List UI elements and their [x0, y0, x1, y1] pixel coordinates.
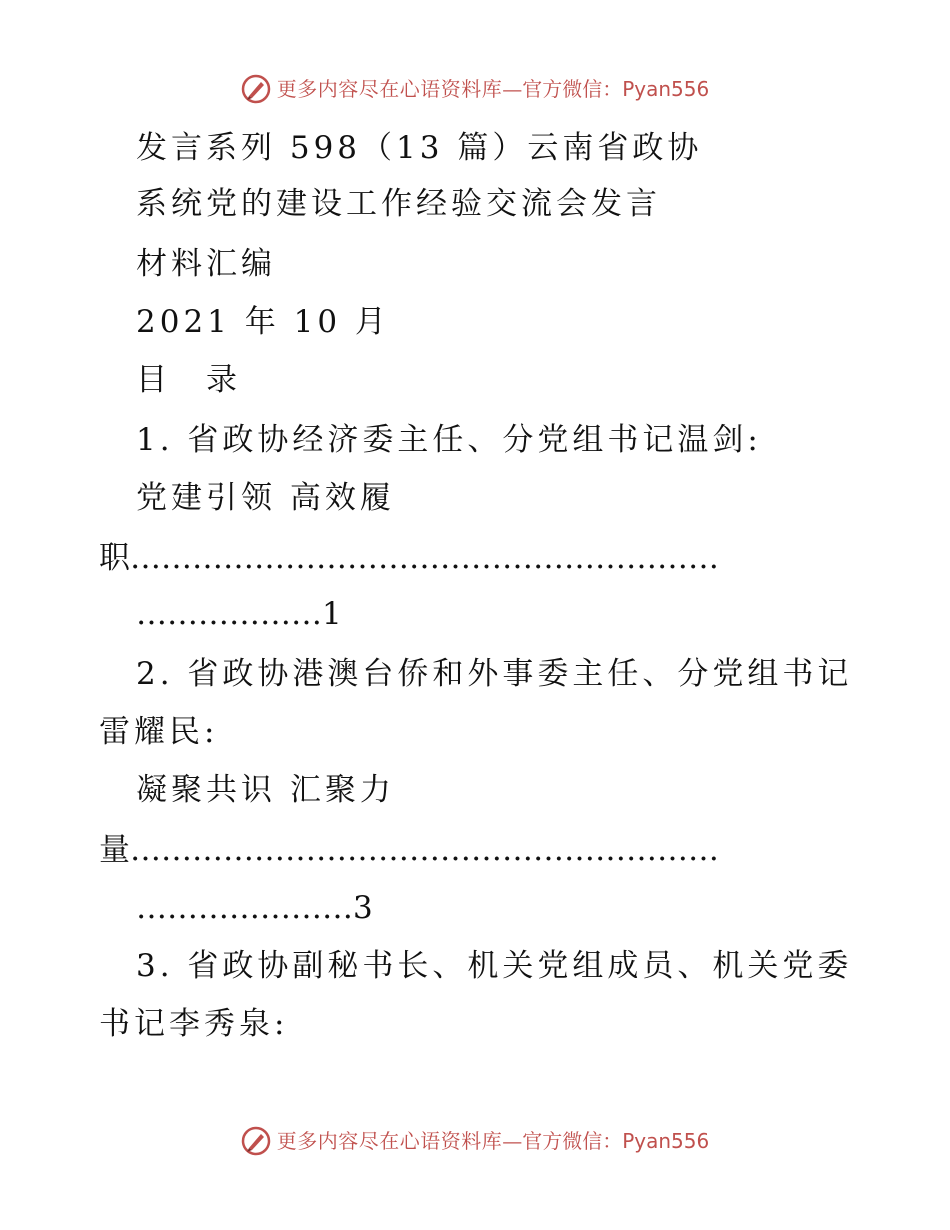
document-date: 2021 年 10 月 [136, 304, 390, 340]
document-title-line-1: 发言系列 598（13 篇）云南省政协 [136, 130, 703, 166]
banner-text: 更多内容尽在心语资料库 [276, 1129, 503, 1153]
document-title-line-3: 材料汇编 [136, 246, 276, 282]
toc-entry-2-title-tail: 量………………………………………………… [99, 832, 719, 868]
banner-contact: 官方微信：Pyan556 [522, 1129, 710, 1153]
toc-entry-2-title: 凝聚共识 汇聚力 [136, 772, 395, 808]
header-banner [0, 74, 950, 104]
toc-entry-1-page: ………………1 [136, 596, 342, 632]
pen-logo-icon [241, 74, 271, 104]
toc-entry-2-heading-cont: 雷耀民: [99, 714, 219, 750]
toc-entry-3-heading: 3. 省政协副秘书长、机关党组成员、机关党委 [136, 948, 853, 984]
toc-heading: 目 录 [136, 362, 241, 398]
banner-separator: — [502, 1129, 523, 1153]
toc-entry-1-title-tail: 职………………………………………………… [99, 540, 719, 576]
document-title-line-2: 系统党的建设工作经验交流会发言 [136, 186, 661, 222]
toc-entry-1-heading: 1. 省政协经济委主任、分党组书记温剑: [136, 422, 762, 458]
pen-logo-icon [241, 1126, 271, 1156]
banner-text: 更多内容尽在心语资料库 [276, 77, 503, 101]
banner-contact: 官方微信：Pyan556 [522, 77, 710, 101]
toc-entry-1-title: 党建引领 高效履 [136, 480, 395, 516]
toc-entry-2-page: …………………3 [136, 890, 373, 926]
footer-banner [0, 1126, 950, 1156]
toc-entry-3-heading-cont: 书记李秀泉: [99, 1006, 289, 1042]
toc-entry-2-heading: 2. 省政协港澳台侨和外事委主任、分党组书记 [136, 656, 853, 692]
banner-separator: — [502, 77, 523, 101]
